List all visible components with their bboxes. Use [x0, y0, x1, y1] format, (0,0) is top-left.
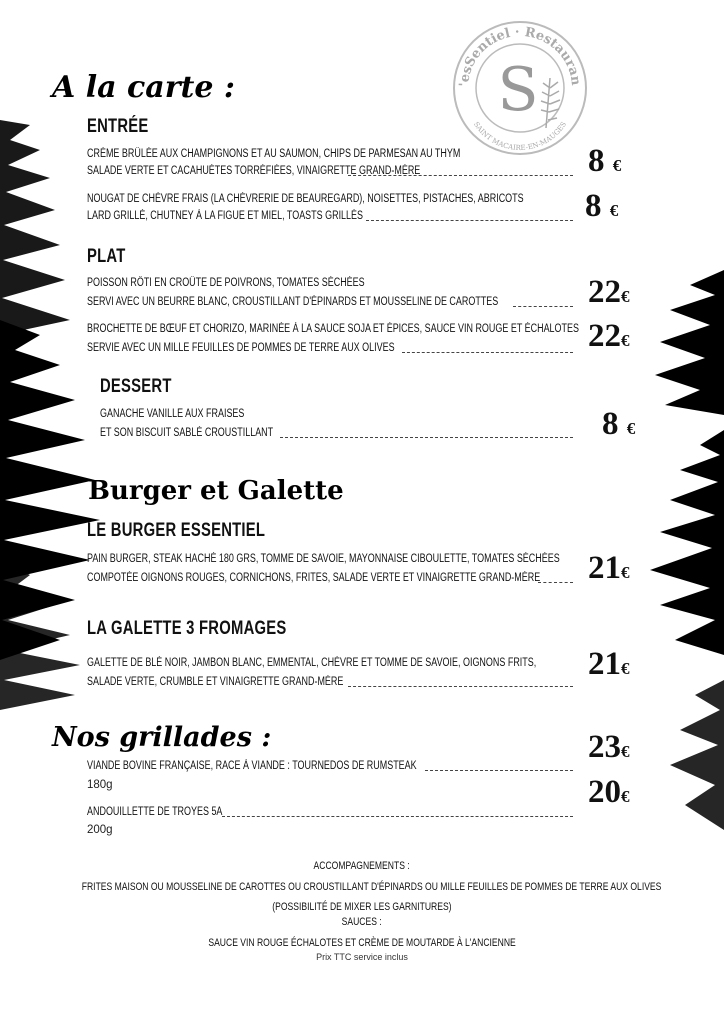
leader-dots: [366, 220, 573, 221]
leader-dots: [348, 175, 573, 176]
sauces-title: SAUCES :: [341, 916, 383, 928]
sauces-section: [0, 912, 724, 962]
burger-galette-heading: Burger et Galette: [88, 476, 344, 506]
sauces-line: SAUCE VIN ROUGE ÉCHALOTES ET CRÈME DE MOUTARDE À L'ANCIENNE: [208, 937, 516, 949]
plat-item-2-line1: BROCHETTE DE BŒUF ET CHORIZO, MARINÉE À LA SAUCE SOJA ET ÉPICES, SAUCE VIN ROUGE ET ÉCHALOTES: [87, 323, 579, 335]
restaurant-logo: [450, 18, 590, 158]
logo-arc-bottom: SAINT MACAIRE-EN-MAUGES: [471, 120, 569, 153]
entree-item-1-line2: SALADE VERTE ET CACAHUÈTES TORRÉFIÉES, VINAIGRETTE GRAND-MÈRE: [87, 165, 421, 177]
burger-price: 21€: [588, 550, 630, 586]
leader-dots: [222, 816, 573, 817]
grillade-item-2-price: 20€: [588, 774, 630, 810]
galette-line2: SALADE VERTE, CRUMBLE ET VINAIGRETTE GRAND-MÈRE: [87, 676, 344, 688]
accompagnements-title: ACCOMPAGNEMENTS :: [313, 860, 411, 872]
galette-title: LA GALETTE 3 FROMAGES: [87, 618, 287, 639]
entree-title: ENTRÉE: [87, 116, 149, 137]
leader-dots: [425, 770, 573, 771]
grillade-item-2-name: ANDOUILLETTE DE TROYES 5A: [87, 806, 223, 818]
leader-dots: [402, 352, 573, 353]
accompagnements-line2: (POSSIBILITÉ DE MIXER LES GARNITURES): [272, 901, 452, 913]
entree-item-2-price: 8 €: [585, 188, 619, 224]
entree-item-2-line1: NOUGAT DE CHÈVRE FRAIS (LA CHÈVRERIE DE BEAUREGARD), NOISETTES, PISTACHES, ABRICOTS: [87, 193, 524, 205]
svg-text:SAINT MACAIRE-EN-MAUGES: [472, 120, 568, 152]
grillade-item-1-price: 23€: [588, 729, 630, 765]
accompagnements-section: [0, 856, 724, 915]
grillade-item-1-weight: 180g: [87, 779, 113, 791]
fern-right-decoration: [640, 270, 724, 840]
burger-title: LE BURGER ESSENTIEL: [87, 520, 266, 541]
plat-item-2-price: 22€: [588, 318, 630, 354]
entree-item-2-line2: LARD GRILLÉ, CHUTNEY À LA FIGUE ET MIEL, TOASTS GRILLÉS: [87, 210, 364, 222]
plat-title: PLAT: [87, 246, 126, 267]
grillades-heading: Nos grillades :: [52, 722, 272, 753]
accompagnements-line1: FRITES MAISON OU MOUSSELINE DE CAROTTES OU CROUSTILLANT D'ÉPINARDS OU MILLE FEUILLES DE POMMES DE TERRE AUX OLIVES: [81, 881, 662, 893]
leader-dots: [538, 582, 573, 583]
entree-item-1-price: 8 €: [588, 143, 622, 179]
logo-monogram: S: [497, 55, 539, 125]
plat-item-1-line2: SERVI AVEC UN BEURRE BLANC, CROUSTILLANT D'ÉPINARDS ET MOUSSELINE DE CAROTTES: [87, 296, 499, 308]
leader-dots: [348, 686, 573, 687]
galette-line1: GALETTE DE BLÉ NOIR, JAMBON BLANC, EMMENTAL, CHÈVRE ET TOMME DE SAVOIE, OIGNONS FRITS,: [87, 657, 537, 669]
leader-dots: [513, 306, 573, 307]
burger-line2: COMPOTÉE OIGNONS ROUGES, CORNICHONS, FRITES, SALADE VERTE ET VINAIGRETTE GRAND-MÈRE: [87, 572, 541, 584]
plat-item-1-price: 22€: [588, 274, 630, 310]
galette-price: 21€: [588, 646, 630, 682]
dessert-title: DESSERT: [100, 376, 172, 397]
logo-arc-top: 'esSentiel · Restauran: [456, 24, 584, 88]
dessert-item-1-price: 8 €: [602, 406, 636, 442]
plat-item-1-line1: POISSON RÔTI EN CROÛTE DE POIVRONS, TOMATES SÉCHÉES: [87, 277, 365, 289]
grillade-item-2-weight: 200g: [87, 824, 113, 836]
logo-seal-icon: [450, 18, 590, 158]
grillade-item-1-name: VIANDE BOVINE FRANÇAISE, RACE À VIANDE : TOURNEDOS DE RUMSTEAK: [87, 760, 417, 772]
plat-item-2-line2: SERVIE AVEC UN MILLE FEUILLES DE POMMES DE TERRE AUX OLIVES: [87, 342, 395, 354]
burger-line1: PAIN BURGER, STEAK HACHÉ 180 GRS, TOMME DE SAVOIE, MAYONNAISE CIBOULETTE, TOMATES SÉCHÉES: [87, 553, 560, 565]
dessert-item-1-line1: GANACHE VANILLE AUX FRAISES: [100, 408, 245, 420]
entree-item-1-line1: CRÈME BRÛLÉE AUX CHAMPIGNONS ET AU SAUMON, CHIPS DE PARMESAN AU THYM: [87, 148, 461, 160]
leader-dots: [280, 437, 573, 438]
ttc-note: Prix TTC service inclus: [316, 952, 408, 962]
a-la-carte-heading: A la carte :: [52, 70, 235, 105]
dessert-item-1-line2: ET SON BISCUIT SABLÉ CROUSTILLANT: [100, 427, 274, 439]
